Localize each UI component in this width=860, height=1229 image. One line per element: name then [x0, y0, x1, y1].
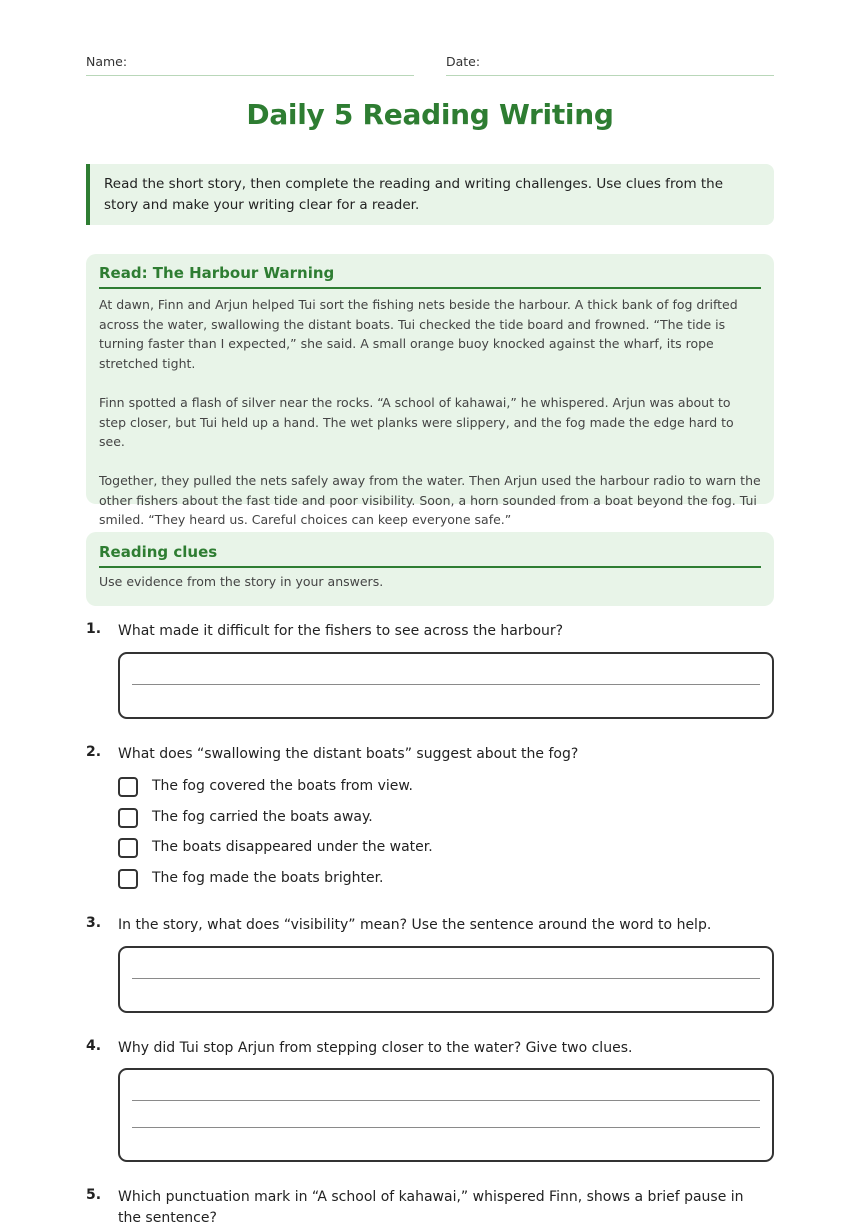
story-heading: Read: The Harbour Warning: [99, 264, 761, 289]
answer-line: [132, 1100, 760, 1101]
question-number: 4.: [86, 1038, 102, 1054]
checkbox[interactable]: [118, 838, 138, 858]
page-title: Daily 5 Reading Writing: [246, 98, 614, 131]
story-paragraph: At dawn, Finn and Arjun helped Tui sort the fishing nets beside the harbour. A thick bank of fog drifted across the water, swallowing the distant boats. Tui checked the tide board and frowned. “The tide is turning faster than I expected,” she said. A small orange buoy knocked against the wharf, its rope stretched tight.: [99, 297, 738, 372]
date-label: Date:: [446, 54, 481, 69]
answer-box[interactable]: [118, 652, 774, 719]
checkbox[interactable]: [118, 869, 138, 889]
option-d[interactable]: [118, 869, 758, 893]
answer-line: [132, 684, 760, 685]
name-date-row: [86, 54, 774, 76]
option-b[interactable]: [118, 808, 758, 832]
question-number: 2.: [86, 744, 102, 760]
story-paragraph: Finn spotted a flash of silver near the rocks. “A school of kahawai,” he whispered. Arjun was about to step closer, but Tui held up a hand. The wet planks were slippery, and the fog made the edge hard to see.: [99, 394, 734, 450]
question-text: What does “swallowing the distant boats” suggest about the fog?: [118, 746, 579, 762]
option-label: The fog carried the boats away.: [152, 809, 373, 825]
name-field[interactable]: [86, 54, 414, 76]
option-label: The fog made the boats brighter.: [152, 870, 384, 886]
question-number: 5.: [86, 1187, 102, 1203]
date-field[interactable]: [446, 54, 774, 76]
question-text: In the story, what does “visibility” mean? Use the sentence around the word to help.: [118, 917, 712, 933]
question-text: What made it difficult for the fishers to see across the harbour?: [118, 623, 564, 639]
reading-clues-panel: [86, 532, 774, 606]
instructions-callout: Read the short story, then complete the reading and writing challenges. Use clues from the story and make your writing clear for a reader.: [86, 164, 774, 225]
story-panel: [86, 254, 774, 528]
option-c[interactable]: [118, 838, 758, 862]
answer-line: [132, 978, 760, 979]
checkbox[interactable]: [118, 808, 138, 828]
option-a[interactable]: [118, 777, 758, 801]
question-number: 3.: [86, 915, 102, 931]
option-label: The fog covered the boats from view.: [152, 778, 414, 794]
name-label: Name:: [86, 54, 128, 69]
question-number: 1.: [86, 621, 102, 637]
story-paragraph: Together, they pulled the nets safely away from the water. Then Arjun used the harbour radio to warn the other fishers about the fast tide and poor visibility. Soon, a horn sounded from a boat beyond the fog. Tui smiled. “They heard us. Careful choices can keep everyone safe.”: [99, 472, 761, 528]
answer-line: [132, 1127, 760, 1128]
answer-box[interactable]: [118, 946, 774, 1013]
option-label: The boats disappeared under the water.: [152, 839, 433, 855]
question-text: Which punctuation mark in “A school of kahawai,” whispered Finn, shows a brief pause in the sentence?: [118, 1189, 744, 1226]
question-text: Why did Tui stop Arjun from stepping closer to the water? Give two clues.: [118, 1040, 633, 1056]
clues-heading: Reading clues: [99, 543, 761, 568]
clues-subtitle: Use evidence from the story in your answers.: [99, 574, 384, 589]
checkbox[interactable]: [118, 777, 138, 797]
answer-box[interactable]: [118, 1068, 774, 1162]
